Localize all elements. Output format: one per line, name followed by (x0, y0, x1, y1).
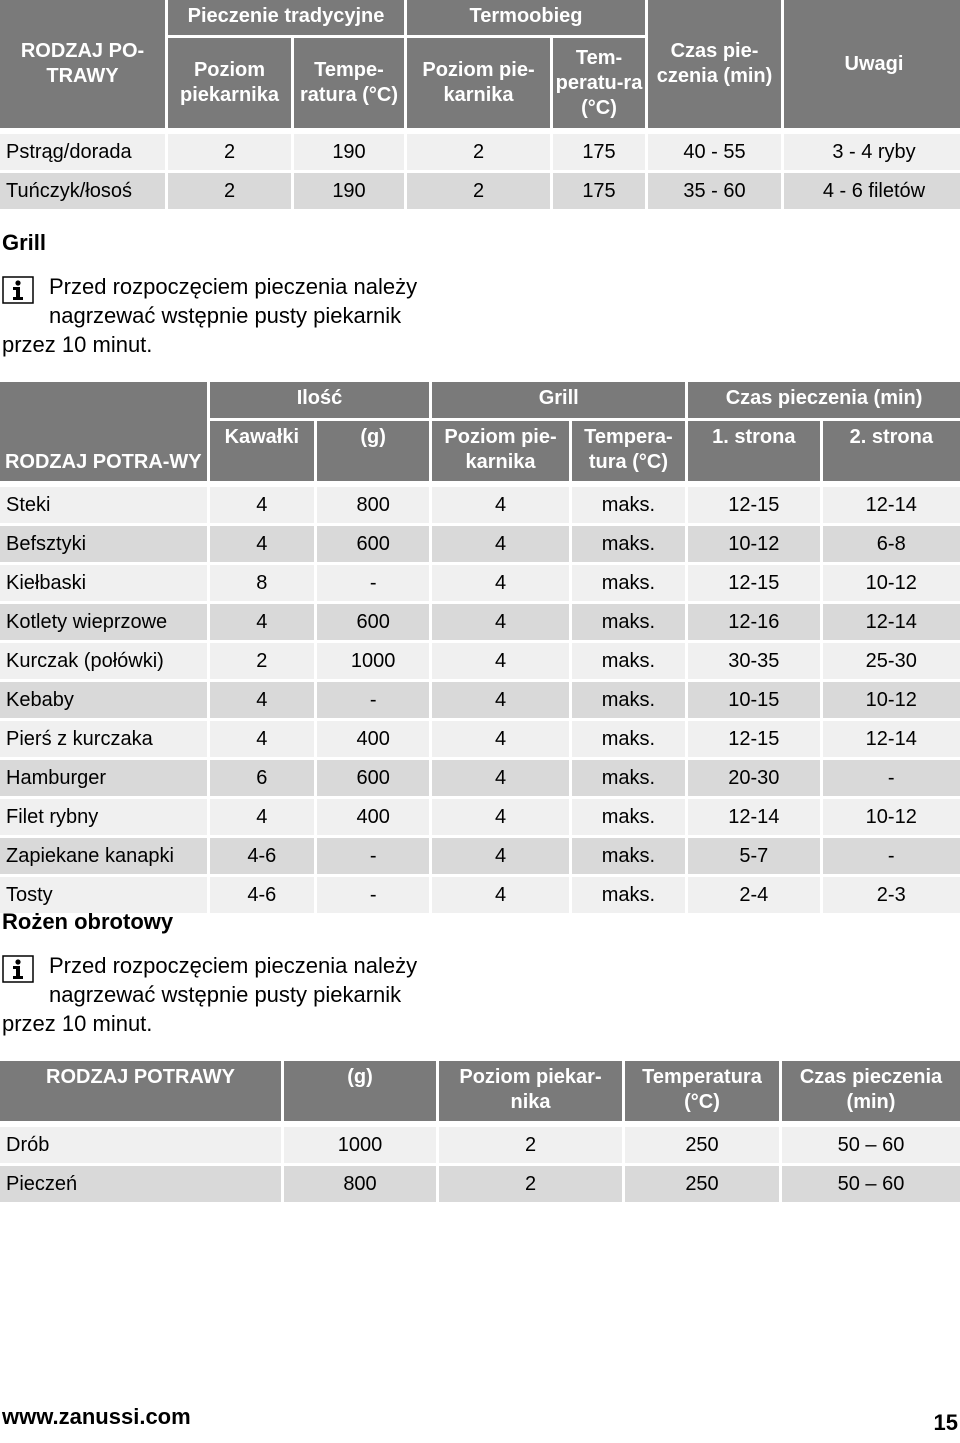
dish-name: Kebaby (0, 679, 207, 718)
page-number: 15 (933, 1410, 958, 1435)
cell-value: 190 (294, 131, 404, 170)
dish-name: Befsztyki (0, 523, 207, 562)
cell-value: 2-4 (688, 874, 819, 913)
cell-value: 35 - 60 (648, 170, 781, 209)
cell-value: 4 (432, 874, 568, 913)
cell-value: maks. (572, 835, 685, 874)
table-row (0, 1124, 960, 1163)
cell-value: maks. (572, 718, 685, 757)
cell-value: 30-35 (688, 640, 819, 679)
table-row (0, 640, 960, 679)
cell-value: 10-12 (823, 679, 960, 718)
cell-value: 4 (432, 796, 568, 835)
cell-value: 4 (210, 796, 314, 835)
header-rodzaj-potrawy (0, 382, 207, 484)
table-row (0, 562, 960, 601)
cell-value: 4 (432, 757, 568, 796)
cell-value: - (823, 835, 960, 874)
header-rodzaj-potrawy: RODZAJ POTRAWY (0, 1061, 281, 1124)
dish-name: Hamburger (0, 757, 207, 796)
cell-value: 190 (294, 170, 404, 209)
table-row (0, 835, 960, 874)
cell-value: - (317, 679, 429, 718)
cell-value: maks. (572, 523, 685, 562)
cell-value: 2 (439, 1124, 622, 1163)
cell-value: 2 (168, 131, 291, 170)
cell-value: 175 (553, 170, 645, 209)
table-row (0, 131, 960, 170)
note-line: przez 10 minut. (2, 332, 153, 357)
cell-value: 4-6 (210, 874, 314, 913)
header-gramy: (g) (284, 1061, 436, 1124)
header-uwagi: Uwagi (784, 0, 960, 131)
cell-value: 4 (432, 718, 568, 757)
cell-value: 400 (317, 718, 429, 757)
cell-value: - (317, 835, 429, 874)
header-temperatura: Temperatura (°C) (625, 1061, 779, 1124)
note-line: Przed rozpoczęciem pieczenia należy (49, 274, 418, 299)
cell-value: maks. (572, 796, 685, 835)
cell-value: 4 (432, 601, 568, 640)
dish-name: Tuńczyk/łosoś (0, 170, 165, 209)
cell-value: 175 (553, 131, 645, 170)
cell-value: 12-14 (823, 484, 960, 523)
cell-value: 2 (407, 170, 550, 209)
header-grill: Grill (432, 382, 685, 421)
cell-value: - (317, 874, 429, 913)
cell-value: 4 (432, 484, 568, 523)
cell-value: 4 (432, 640, 568, 679)
cell-value: 400 (317, 796, 429, 835)
header-czas-pieczenia: Czas pie-czenia (min) (648, 0, 781, 131)
dish-name: Pierś z kurczaka (0, 718, 207, 757)
cell-value: 20-30 (688, 757, 819, 796)
cell-value: maks. (572, 679, 685, 718)
header-strona-2: 2. strona (823, 421, 960, 484)
cell-value: - (823, 757, 960, 796)
rotisserie-table (0, 1061, 960, 1202)
cell-value: 800 (284, 1163, 436, 1202)
dish-name: Zapiekane kanapki (0, 835, 207, 874)
table-row (0, 757, 960, 796)
table-row (0, 170, 960, 209)
header-termoobieg: Termoobieg (407, 0, 645, 38)
note-line: Przed rozpoczęciem pieczenia należy (49, 953, 418, 978)
cell-value: 250 (625, 1163, 779, 1202)
header-czas-pieczenia: Czas pieczenia (min) (688, 382, 960, 421)
cell-value: maks. (572, 601, 685, 640)
cell-value: 4 - 6 filetów (784, 170, 960, 209)
dish-name: Steki (0, 484, 207, 523)
cell-value: 2 (210, 640, 314, 679)
cell-value: - (317, 562, 429, 601)
cell-value: 10-12 (688, 523, 819, 562)
note-line: nagrzewać wstępnie pusty piekarnik (49, 982, 402, 1007)
cell-value: 4 (210, 679, 314, 718)
cell-value: 6-8 (823, 523, 960, 562)
header-strona-1: 1. strona (688, 421, 819, 484)
cell-value: 600 (317, 601, 429, 640)
cell-value: 50 – 60 (782, 1163, 960, 1202)
header-poziom-piekarnika: Poziom piekar-nika (439, 1061, 622, 1124)
cell-value: 4 (210, 523, 314, 562)
cell-value: 8 (210, 562, 314, 601)
note-line: nagrzewać wstępnie pusty piekarnik (49, 303, 402, 328)
cell-value: 12-14 (823, 601, 960, 640)
cell-value: 250 (625, 1124, 779, 1163)
cell-value: 4 (432, 835, 568, 874)
cell-value: 4-6 (210, 835, 314, 874)
footer-website: www.zanussi.com (2, 1404, 191, 1429)
header-kawalki: Kawałki (210, 421, 314, 484)
cell-value: 10-12 (823, 562, 960, 601)
cell-value: maks. (572, 757, 685, 796)
header-ilosc: Ilość (210, 382, 430, 421)
cell-value: 4 (210, 484, 314, 523)
info-note-grill (2, 272, 472, 359)
cell-value: 1000 (284, 1124, 436, 1163)
info-icon (2, 276, 34, 304)
cell-value: 12-16 (688, 601, 819, 640)
cell-value: 10-12 (823, 796, 960, 835)
header-poziom-piekarnika-1: Poziom piekarnika (168, 38, 291, 131)
cell-value: 4 (210, 601, 314, 640)
cell-value: 12-15 (688, 562, 819, 601)
cell-value: 50 – 60 (782, 1124, 960, 1163)
cell-value: 4 (432, 523, 568, 562)
fish-baking-table (0, 0, 960, 209)
cell-value: 2 (168, 170, 291, 209)
table-row (0, 874, 960, 913)
cell-value: 12-15 (688, 718, 819, 757)
cell-value: 2 (439, 1163, 622, 1202)
dish-name: Kiełbaski (0, 562, 207, 601)
table-row (0, 718, 960, 757)
dish-name: Pstrąg/dorada (0, 131, 165, 170)
table-row (0, 484, 960, 523)
header-gramy: (g) (317, 421, 429, 484)
header-poziom-piekarnika: Poziom pie-karnika (432, 421, 568, 484)
header-temperatura-2: Tem-peratu-ra (°C) (553, 38, 645, 131)
header-temperatura-1: Tempe-ratura (°C) (294, 38, 404, 131)
grill-table (0, 382, 960, 913)
dish-name: Tosty (0, 874, 207, 913)
info-note-rozen (2, 951, 472, 1038)
cell-value: maks. (572, 562, 685, 601)
dish-name: Kurczak (połówki) (0, 640, 207, 679)
header-czas-pieczenia: Czas pieczenia (min) (782, 1061, 960, 1124)
cell-value: 2-3 (823, 874, 960, 913)
cell-value: 10-15 (688, 679, 819, 718)
section-title-grill: Grill (2, 230, 47, 255)
cell-value: maks. (572, 484, 685, 523)
cell-value: 4 (432, 562, 568, 601)
table-row (0, 601, 960, 640)
header-pieczenie-tradycyjne: Pieczenie tradycyjne (168, 0, 404, 38)
dish-name: Pieczeń (0, 1163, 281, 1202)
section-title-rozen: Rożen obrotowy (2, 909, 174, 934)
header-rodzaj-potrawy-label: RODZAJ POTRA-WY (4, 451, 202, 473)
table-row (0, 1163, 960, 1202)
dish-name: Kotlety wieprzowe (0, 601, 207, 640)
table-row (0, 796, 960, 835)
note-line: przez 10 minut. (2, 1011, 153, 1036)
dish-name: Drób (0, 1124, 281, 1163)
cell-value: 800 (317, 484, 429, 523)
cell-value: 600 (317, 523, 429, 562)
header-poziom-piekarnika-2: Poziom pie-karnika (407, 38, 550, 131)
cell-value: 6 (210, 757, 314, 796)
cell-value: 2 (407, 131, 550, 170)
header-temperatura: Tempera-tura (°C) (572, 421, 685, 484)
cell-value: 1000 (317, 640, 429, 679)
header-rodzaj-potrawy: RODZAJ PO-TRAWY (0, 0, 165, 131)
cell-value: maks. (572, 640, 685, 679)
cell-value: 12-14 (823, 718, 960, 757)
cell-value: 4 (210, 718, 314, 757)
cell-value: 12-15 (688, 484, 819, 523)
cell-value: maks. (572, 874, 685, 913)
dish-name: Filet rybny (0, 796, 207, 835)
cell-value: 12-14 (688, 796, 819, 835)
cell-value: 4 (432, 679, 568, 718)
cell-value: 25-30 (823, 640, 960, 679)
cell-value: 600 (317, 757, 429, 796)
cell-value: 5-7 (688, 835, 819, 874)
info-icon (2, 955, 34, 983)
cell-value: 40 - 55 (648, 131, 781, 170)
table-row (0, 679, 960, 718)
table-row (0, 523, 960, 562)
cell-value: 3 - 4 ryby (784, 131, 960, 170)
